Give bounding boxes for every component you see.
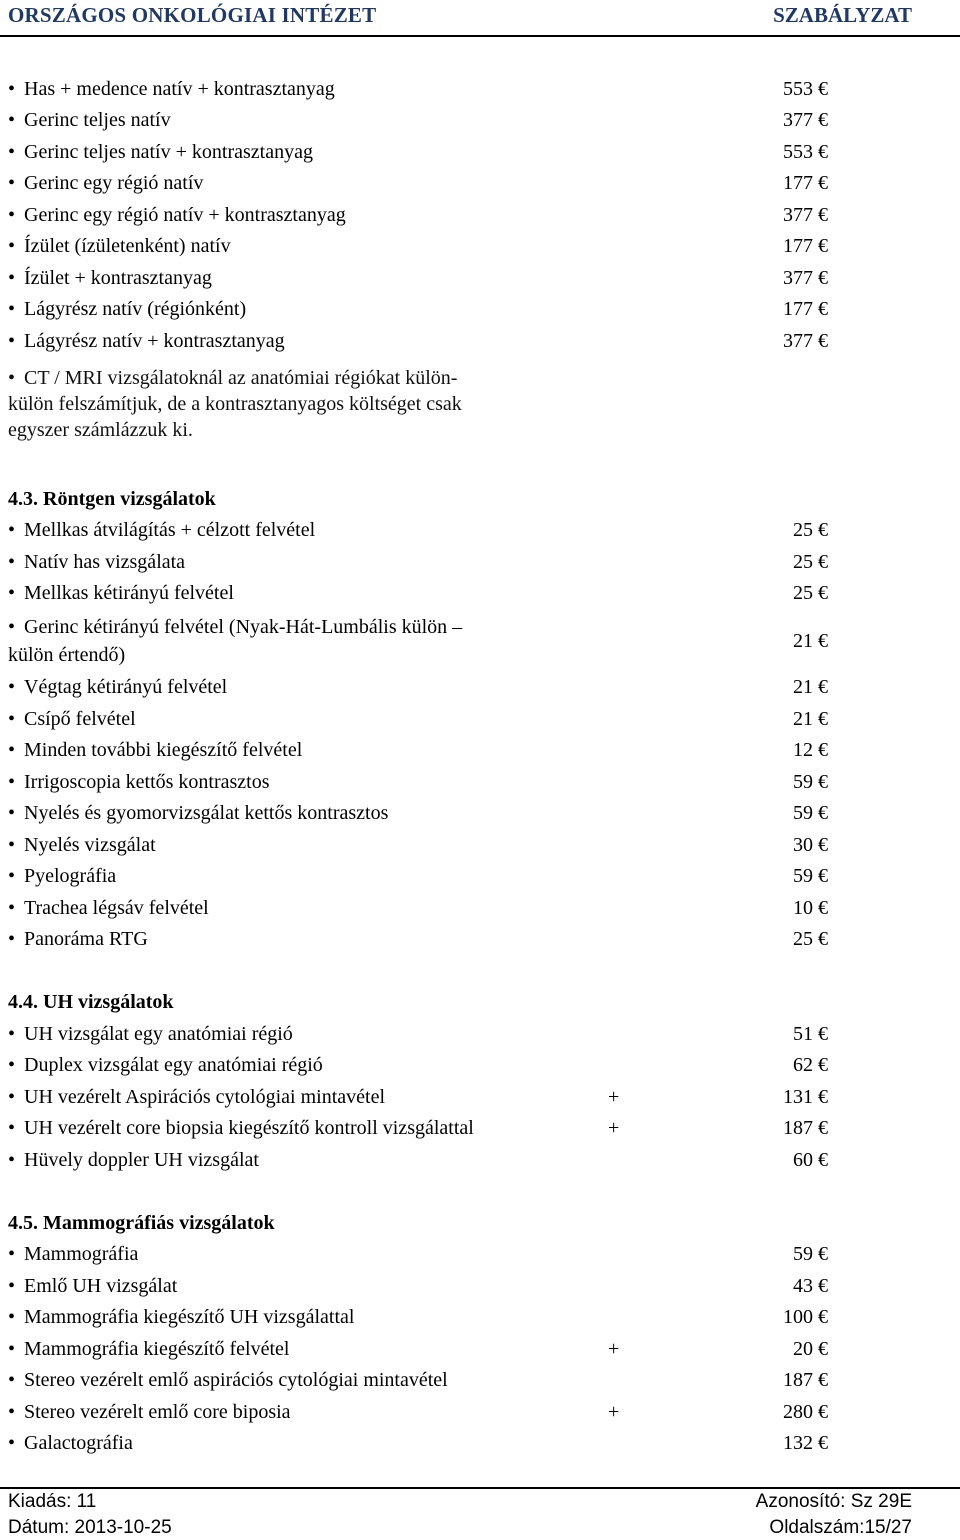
item-label: Mammográfia bbox=[24, 1243, 139, 1265]
list-item bbox=[8, 168, 828, 198]
item-price: 21 € bbox=[793, 708, 828, 730]
list-item bbox=[8, 231, 828, 261]
footer-divider bbox=[0, 1487, 960, 1489]
bullet-icon: • bbox=[8, 1275, 16, 1297]
item-price: 60 € bbox=[793, 1149, 828, 1171]
item-price: 187 € bbox=[783, 1117, 828, 1139]
item-price: 25 € bbox=[793, 582, 828, 604]
list-item bbox=[8, 74, 828, 104]
bullet-icon: • bbox=[8, 739, 16, 761]
document-type: SZABÁLYZAT bbox=[773, 3, 912, 27]
bullet-icon: • bbox=[8, 708, 16, 730]
list-item bbox=[8, 105, 828, 135]
list-item bbox=[8, 704, 828, 734]
list-item bbox=[8, 861, 828, 891]
list-item bbox=[8, 137, 828, 167]
item-label: Gerinc teljes natív + kontrasztanyag bbox=[24, 141, 313, 163]
bullet-icon: • bbox=[8, 1369, 16, 1391]
item-label: Mellkas átvilágítás + célzott felvétel bbox=[24, 519, 316, 541]
item-label: Végtag kétirányú felvétel bbox=[24, 676, 228, 698]
bullet-icon: • bbox=[8, 141, 16, 163]
item-price: 131 € bbox=[783, 1086, 828, 1108]
bullet-icon: • bbox=[8, 298, 16, 320]
page-number: Oldalszám:15/27 bbox=[769, 1517, 912, 1538]
item-label: Gerinc teljes natív bbox=[24, 109, 171, 131]
item-price: 30 € bbox=[793, 834, 828, 856]
bullet-icon: • bbox=[8, 367, 16, 389]
list-item bbox=[8, 672, 828, 702]
bullet-icon: • bbox=[8, 204, 16, 226]
item-price: 21 € bbox=[793, 630, 828, 652]
bullet-icon: • bbox=[8, 1338, 16, 1360]
list-item bbox=[8, 1397, 828, 1427]
item-label: Gerinc kétirányú felvétel (Nyak-Hát-Lumbális külön – bbox=[24, 616, 463, 638]
bullet-icon: • bbox=[8, 771, 16, 793]
item-label: Panoráma RTG bbox=[24, 928, 148, 950]
item-label: Has + medence natív + kontrasztanyag bbox=[24, 78, 335, 100]
bullet-icon: • bbox=[8, 1306, 16, 1328]
item-price: 51 € bbox=[793, 1023, 828, 1045]
list-item bbox=[8, 547, 828, 577]
item-price: 553 € bbox=[783, 78, 828, 100]
item-price: 377 € bbox=[783, 204, 828, 226]
list-item bbox=[8, 515, 828, 545]
institution-name: ORSZÁGOS ONKOLÓGIAI INTÉZET bbox=[8, 3, 377, 27]
bullet-icon: • bbox=[8, 1023, 16, 1045]
item-price: 59 € bbox=[793, 771, 828, 793]
item-price: 59 € bbox=[793, 802, 828, 824]
section-heading: 4.5. Mammográfiás vizsgálatok bbox=[8, 1212, 275, 1234]
bullet-icon: • bbox=[8, 897, 16, 919]
bullet-icon: • bbox=[8, 802, 16, 824]
bullet-icon: • bbox=[8, 78, 16, 100]
item-price: 25 € bbox=[793, 928, 828, 950]
list-item bbox=[8, 578, 828, 608]
item-price: 280 € bbox=[783, 1401, 828, 1423]
item-price: 377 € bbox=[783, 109, 828, 131]
item-price: 377 € bbox=[783, 267, 828, 289]
bullet-icon: • bbox=[8, 109, 16, 131]
list-item bbox=[8, 767, 828, 797]
list-item bbox=[8, 735, 828, 765]
item-label-continued: külön értendő) bbox=[8, 644, 126, 666]
list-item bbox=[8, 1019, 828, 1049]
item-label: Csípő felvétel bbox=[24, 708, 136, 730]
list-item bbox=[8, 798, 828, 828]
note-text bbox=[8, 365, 568, 443]
item-price: 62 € bbox=[793, 1054, 828, 1076]
bullet-icon: • bbox=[8, 1401, 16, 1423]
item-price: 25 € bbox=[793, 519, 828, 541]
list-item bbox=[8, 263, 828, 293]
bullet-icon: • bbox=[8, 1243, 16, 1265]
list-item bbox=[8, 1428, 828, 1458]
list-item bbox=[8, 326, 828, 356]
bullet-icon: • bbox=[8, 865, 16, 887]
item-label: Gerinc egy régió natív bbox=[24, 172, 204, 194]
item-price: 177 € bbox=[783, 298, 828, 320]
item-price: 10 € bbox=[793, 897, 828, 919]
bullet-icon: • bbox=[8, 928, 16, 950]
page-header bbox=[0, 0, 960, 32]
item-price: 59 € bbox=[793, 1243, 828, 1265]
item-price: 43 € bbox=[793, 1275, 828, 1297]
item-label: Ízület + kontrasztanyag bbox=[24, 267, 212, 289]
note-line: külön felszámítjuk, de a kontrasztanyagos költséget csak bbox=[8, 393, 462, 415]
item-label: Lágyrész natív (régiónként) bbox=[24, 298, 247, 320]
header-divider bbox=[0, 35, 960, 37]
list-item bbox=[8, 294, 828, 324]
item-label: Natív has vizsgálata bbox=[24, 551, 186, 573]
item-price: 553 € bbox=[783, 141, 828, 163]
item-label: Pyelográfia bbox=[24, 865, 117, 887]
item-label: UH vezérelt Aspirációs cytológiai mintavétel bbox=[24, 1086, 385, 1108]
bullet-icon: • bbox=[8, 330, 16, 352]
bullet-icon: • bbox=[8, 1149, 16, 1171]
item-price: 25 € bbox=[793, 551, 828, 573]
item-label: Gerinc egy régió natív + kontrasztanyag bbox=[24, 204, 346, 226]
list-item bbox=[8, 893, 828, 923]
list-item bbox=[8, 1365, 828, 1395]
item-label: Stereo vezérelt emlő aspirációs cytológiai mintavétel bbox=[24, 1369, 448, 1391]
item-price: 21 € bbox=[793, 676, 828, 698]
item-label: Mammográfia kiegészítő felvétel bbox=[24, 1338, 290, 1360]
date: Dátum: 2013-10-25 bbox=[8, 1517, 172, 1538]
item-label: Stereo vezérelt emlő core biposia bbox=[24, 1401, 291, 1423]
item-price: 132 € bbox=[783, 1432, 828, 1454]
list-item bbox=[8, 1271, 828, 1301]
plus-sign: + bbox=[608, 1086, 620, 1108]
item-label: Nyelés vizsgálat bbox=[24, 834, 156, 856]
plus-sign: + bbox=[608, 1117, 620, 1139]
item-label: Minden további kiegészítő felvétel bbox=[24, 739, 303, 761]
item-price: 187 € bbox=[783, 1369, 828, 1391]
bullet-icon: • bbox=[8, 834, 16, 856]
bullet-icon: • bbox=[8, 1432, 16, 1454]
bullet-icon: • bbox=[8, 172, 16, 194]
list-item bbox=[8, 1239, 828, 1269]
bullet-icon: • bbox=[8, 519, 16, 541]
item-label: Emlő UH vizsgálat bbox=[24, 1275, 178, 1297]
bullet-icon: • bbox=[8, 1117, 16, 1139]
plus-sign: + bbox=[608, 1401, 620, 1423]
item-label: Ízület (ízületenként) natív bbox=[24, 235, 231, 257]
item-label: Irrigoscopia kettős kontrasztos bbox=[24, 771, 270, 793]
section-heading: 4.4. UH vizsgálatok bbox=[8, 991, 174, 1013]
edition: Kiadás: 11 bbox=[8, 1491, 97, 1512]
item-price: 377 € bbox=[783, 330, 828, 352]
note-line: egyszer számlázzuk ki. bbox=[8, 419, 193, 441]
item-price: 12 € bbox=[793, 739, 828, 761]
item-label: Mammográfia kiegészítő UH vizsgálattal bbox=[24, 1306, 355, 1328]
note-paragraph bbox=[8, 365, 568, 443]
list-item bbox=[8, 1050, 828, 1080]
item-label: UH vizsgálat egy anatómiai régió bbox=[24, 1023, 293, 1045]
bullet-icon: • bbox=[8, 1054, 16, 1076]
bullet-icon: • bbox=[8, 1086, 16, 1108]
list-item bbox=[8, 1302, 828, 1332]
list-item bbox=[8, 924, 828, 954]
item-label: Hüvely doppler UH vizsgálat bbox=[24, 1149, 259, 1171]
bullet-icon: • bbox=[8, 676, 16, 698]
item-price: 20 € bbox=[793, 1338, 828, 1360]
bullet-icon: • bbox=[8, 616, 16, 638]
list-item bbox=[8, 1082, 828, 1112]
list-item bbox=[8, 1334, 828, 1364]
note-line: CT / MRI vizsgálatoknál az anatómiai régiókat külön- bbox=[24, 367, 458, 389]
item-price: 177 € bbox=[783, 235, 828, 257]
section-heading: 4.3. Röntgen vizsgálatok bbox=[8, 488, 216, 510]
item-price: 177 € bbox=[783, 172, 828, 194]
item-label: UH vezérelt core biopsia kiegészítő kontroll vizsgálattal bbox=[24, 1117, 474, 1139]
item-price: 59 € bbox=[793, 865, 828, 887]
identifier: Azonosító: Sz 29E bbox=[755, 1491, 912, 1512]
item-label: Galactográfia bbox=[24, 1432, 133, 1454]
item-label: Duplex vizsgálat egy anatómiai régió bbox=[24, 1054, 323, 1076]
list-item bbox=[8, 1113, 828, 1143]
list-item bbox=[8, 200, 828, 230]
list-item bbox=[8, 830, 828, 860]
list-item-two-line bbox=[8, 612, 828, 676]
item-label: Nyelés és gyomorvizsgálat kettős kontrasztos bbox=[24, 802, 389, 824]
bullet-icon: • bbox=[8, 582, 16, 604]
plus-sign: + bbox=[608, 1338, 620, 1360]
item-label: Lágyrész natív + kontrasztanyag bbox=[24, 330, 285, 352]
item-label: Mellkas kétirányú felvétel bbox=[24, 582, 234, 604]
item-label: Trachea légsáv felvétel bbox=[24, 897, 209, 919]
bullet-icon: • bbox=[8, 235, 16, 257]
bullet-icon: • bbox=[8, 267, 16, 289]
bullet-icon: • bbox=[8, 551, 16, 573]
list-item bbox=[8, 1145, 828, 1175]
item-price: 100 € bbox=[783, 1306, 828, 1328]
